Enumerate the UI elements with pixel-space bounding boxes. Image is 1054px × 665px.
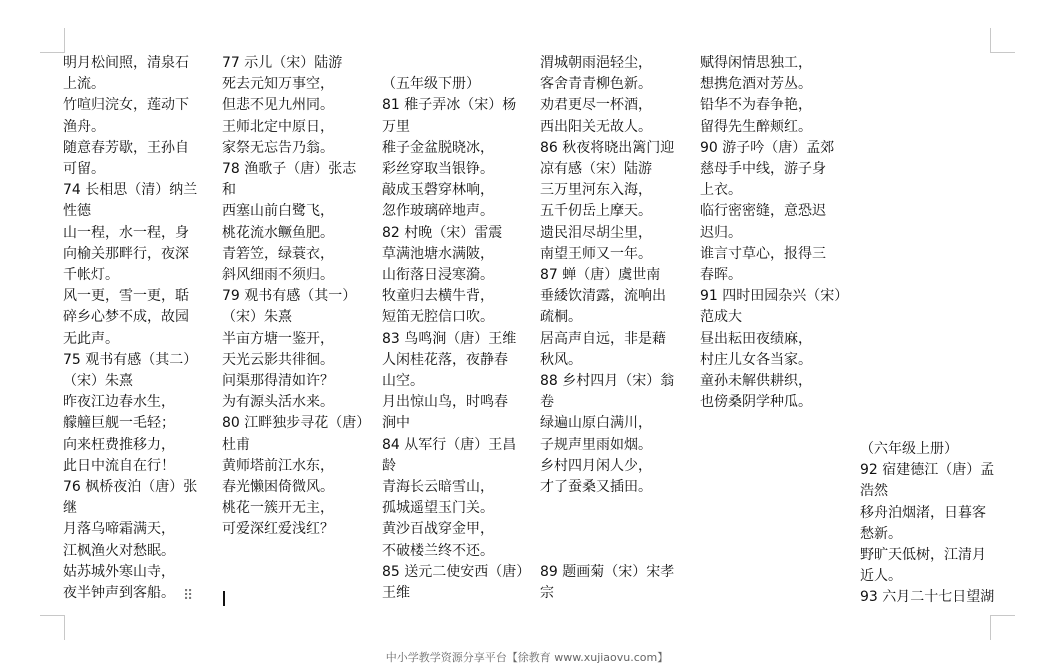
text-line: 孤城遥望玉门关。 bbox=[382, 500, 494, 517]
text-line: 为有源头活水来。 bbox=[222, 394, 334, 411]
text-line: 91 四时田园杂兴（宋） bbox=[700, 288, 849, 305]
text-line: 凉有感（宋）陆游 bbox=[540, 161, 652, 178]
text-line: （六年级上册） bbox=[860, 441, 958, 457]
text-line: 浩然 bbox=[860, 483, 888, 500]
text-line: 死去元知万事空， bbox=[222, 76, 334, 93]
text-line: 93 六月二十七日望湖 bbox=[860, 589, 995, 606]
text-line: 夜半钟声到客船。 bbox=[63, 585, 175, 602]
text-line: 明月松间照，清泉石 bbox=[63, 55, 189, 71]
text-line: 山空。 bbox=[382, 373, 424, 390]
text-line: 75 观书有感（其二） bbox=[63, 351, 198, 368]
text-line: 疏桐。 bbox=[540, 309, 582, 326]
text-line: 渭城朝雨浥轻尘， bbox=[540, 55, 652, 71]
text-line: 山一程，水一程，身 bbox=[63, 224, 189, 241]
text-line: 近人。 bbox=[860, 568, 902, 585]
text-line: 王维 bbox=[382, 585, 410, 602]
text-line: 性德 bbox=[63, 203, 91, 220]
text-line bbox=[540, 519, 680, 540]
text-line: 稚子金盆脱晓冰， bbox=[382, 139, 494, 156]
text-line: 移舟泊烟渚，日暮客 bbox=[860, 504, 986, 521]
text-line: 随意春芳歇，王孙自 bbox=[63, 139, 189, 156]
text-line: 留得先生醉颊红。 bbox=[700, 118, 812, 135]
corner-mark-bottom-right bbox=[990, 615, 1015, 640]
text-line: 赋得闲情思独工， bbox=[700, 55, 812, 71]
text-line: 月落乌啼霜满天， bbox=[63, 521, 175, 538]
text-line: 此日中流自在行！ bbox=[63, 457, 175, 474]
text-line: 向来枉费推移力， bbox=[63, 436, 175, 453]
text-line: 89 题画菊（宋）宋孝 bbox=[540, 563, 675, 580]
text-line: 才了蚕桑又插田。 bbox=[540, 479, 652, 496]
text-line: 王师北定中原日， bbox=[222, 118, 334, 135]
text-line: 短笛无腔信口吹。 bbox=[382, 309, 494, 326]
text-line: 客舍青青柳色新。 bbox=[540, 76, 652, 93]
text-line: 月出惊山鸟，时鸣春 bbox=[382, 394, 508, 411]
text-line: 79 观书有感（其一） bbox=[222, 288, 357, 305]
text-cursor bbox=[223, 591, 225, 606]
text-line: 桃花一簇开无主， bbox=[222, 500, 334, 517]
text-line: 80 江畔独步寻花（唐） bbox=[222, 415, 371, 432]
text-line: 77 示儿（宋）陆游 bbox=[222, 55, 343, 71]
text-line: 愁新。 bbox=[860, 525, 902, 542]
text-line: 可留。 bbox=[63, 161, 105, 178]
text-column-2[interactable] bbox=[222, 53, 371, 541]
text-line: 涧中 bbox=[382, 415, 410, 432]
drag-handle-icon[interactable]: ⠿ bbox=[183, 588, 193, 604]
text-line: 忽作玻璃碎地声。 bbox=[382, 203, 494, 220]
text-line: 桃花流水鳜鱼肥。 bbox=[222, 224, 334, 241]
text-line: 南望王师又一年。 bbox=[540, 245, 652, 262]
text-line: 87 蝉（唐）虞世南 bbox=[540, 267, 661, 284]
text-line: 黄沙百战穿金甲， bbox=[382, 521, 494, 538]
text-line: 居高声自远，非是藉 bbox=[540, 330, 666, 347]
text-line: 牧童归去横牛背， bbox=[382, 288, 494, 305]
text-line: 慈母手中线，游子身 bbox=[700, 161, 826, 178]
text-line: 野旷天低树，江清月 bbox=[860, 547, 986, 564]
text-line: 乡村四月闲人少， bbox=[540, 457, 652, 474]
text-line: 想携危酒对芳丛。 bbox=[700, 76, 812, 93]
page-footer: 中小学教学资源分享平台【徐教育 www.xujiaovu.com】 bbox=[385, 651, 669, 664]
text-line: 彩丝穿取当银铮。 bbox=[382, 161, 494, 178]
text-column-6[interactable] bbox=[860, 439, 1000, 609]
text-line: 不破楼兰终不还。 bbox=[382, 542, 494, 559]
text-line: 竹喧归浣女，莲动下 bbox=[63, 97, 189, 114]
text-line: 临行密密缝，意恐迟 bbox=[700, 203, 826, 220]
text-column-3[interactable] bbox=[382, 53, 531, 604]
corner-mark-top-left bbox=[40, 28, 65, 53]
text-line: 三万里河东入海， bbox=[540, 182, 652, 199]
text-line bbox=[540, 498, 680, 519]
text-line bbox=[540, 541, 680, 562]
text-line: 继 bbox=[63, 500, 77, 517]
text-line: 童孙未解供耕织， bbox=[700, 373, 812, 390]
text-line: 千帐灯。 bbox=[63, 267, 119, 284]
text-line: （五年级下册） bbox=[382, 76, 480, 93]
text-line: 西出阳关无故人。 bbox=[540, 118, 652, 135]
text-line: 范成大 bbox=[700, 309, 742, 326]
text-line: 向榆关那畔行，夜深 bbox=[63, 245, 189, 262]
text-line: 也傍桑阴学种瓜。 bbox=[700, 394, 812, 411]
text-line: 谁言寸草心，报得三 bbox=[700, 245, 826, 262]
text-line: 85 送元二使安西（唐） bbox=[382, 563, 531, 580]
text-line: 天光云影共徘徊。 bbox=[222, 351, 334, 368]
text-line: （宋）朱熹 bbox=[63, 373, 133, 390]
text-line: 万里 bbox=[382, 118, 410, 135]
text-line: 昨夜江边春水生， bbox=[63, 394, 175, 411]
text-line: 卷 bbox=[540, 394, 554, 411]
text-line: 斜风细雨不须归。 bbox=[222, 267, 334, 284]
text-line: 和 bbox=[222, 182, 236, 199]
text-line: 艨艟巨舰一毛轻； bbox=[63, 415, 175, 432]
text-column-1[interactable] bbox=[63, 53, 203, 604]
text-line: 青箬笠，绿蓑衣， bbox=[222, 245, 334, 262]
text-line: 可爱深红爱浅红？ bbox=[222, 521, 334, 538]
text-line: 问渠那得清如许？ bbox=[222, 373, 334, 390]
text-line: 杜甫 bbox=[222, 436, 250, 453]
text-line: 人闲桂花落，夜静春 bbox=[382, 351, 508, 368]
text-line: 81 稚子弄冰（宋）杨 bbox=[382, 97, 517, 114]
text-line: 村庄儿女各当家。 bbox=[700, 351, 812, 368]
text-line: 江枫渔火对愁眠。 bbox=[63, 542, 175, 559]
text-line: 风一更，雪一更，聒 bbox=[63, 288, 189, 305]
text-line: 龄 bbox=[382, 457, 396, 474]
text-line: 90 游子吟（唐）孟郊 bbox=[700, 139, 835, 156]
text-line: 劝君更尽一杯酒， bbox=[540, 97, 652, 114]
text-line: 秋风。 bbox=[540, 351, 582, 368]
text-line: 78 渔歌子（唐）张志 bbox=[222, 161, 357, 178]
text-column-5[interactable] bbox=[700, 53, 849, 413]
text-line: （宋）朱熹 bbox=[222, 309, 292, 326]
text-line: 半亩方塘一鉴开， bbox=[222, 330, 334, 347]
text-line: 绿遍山原白满川， bbox=[540, 415, 652, 432]
text-line: 垂緌饮清露，流响出 bbox=[540, 288, 666, 305]
text-line: 83 鸟鸣涧（唐）王维 bbox=[382, 330, 517, 347]
text-line: 姑苏城外寒山寺， bbox=[63, 563, 175, 580]
text-line: 76 枫桥夜泊（唐）张 bbox=[63, 479, 198, 496]
text-line: 五千仞岳上摩天。 bbox=[540, 203, 652, 220]
text-line: 草满池塘水满陂， bbox=[382, 245, 494, 262]
text-line: 74 长相思（清）纳兰 bbox=[63, 182, 198, 199]
text-line: 青海长云暗雪山， bbox=[382, 479, 494, 496]
text-line: 92 宿建德江（唐）孟 bbox=[860, 462, 995, 479]
text-line: 上衣。 bbox=[700, 182, 742, 199]
text-line: 84 从军行（唐）王昌 bbox=[382, 436, 517, 453]
text-line: 无此声。 bbox=[63, 330, 119, 347]
text-line: 家祭无忘告乃翁。 bbox=[222, 139, 334, 156]
text-line: 遗民泪尽胡尘里， bbox=[540, 224, 652, 241]
text-line: 碎乡心梦不成，故园 bbox=[63, 309, 189, 326]
text-column-4[interactable] bbox=[540, 53, 680, 604]
text-line bbox=[382, 53, 522, 74]
text-line: 西塞山前白鹭飞， bbox=[222, 203, 334, 220]
text-line: 上流。 bbox=[63, 76, 105, 93]
text-line: 但悲不见九州同。 bbox=[222, 97, 334, 114]
text-line: 敲成玉磬穿林响， bbox=[382, 182, 494, 199]
text-line: 昼出耘田夜绩麻， bbox=[700, 330, 812, 347]
text-line: 渔舟。 bbox=[63, 118, 105, 135]
text-line: 迟归。 bbox=[700, 224, 742, 241]
text-line: 86 秋夜将晓出篱门迎 bbox=[540, 139, 675, 156]
corner-mark-bottom-left bbox=[40, 615, 65, 640]
text-line: 春晖。 bbox=[700, 267, 742, 284]
text-line: 82 村晚（宋）雷震 bbox=[382, 224, 503, 241]
text-line: 88 乡村四月（宋）翁 bbox=[540, 373, 675, 390]
text-line: 宗 bbox=[540, 585, 554, 602]
text-line: 铅华不为春争艳， bbox=[700, 97, 812, 114]
corner-mark-top-right bbox=[990, 28, 1015, 53]
text-line: 山衔落日浸寒漪。 bbox=[382, 267, 494, 284]
text-line: 春光懒困倚微风。 bbox=[222, 479, 334, 496]
text-line: 子规声里雨如烟。 bbox=[540, 436, 652, 453]
text-line: 黄师塔前江水东， bbox=[222, 457, 334, 474]
